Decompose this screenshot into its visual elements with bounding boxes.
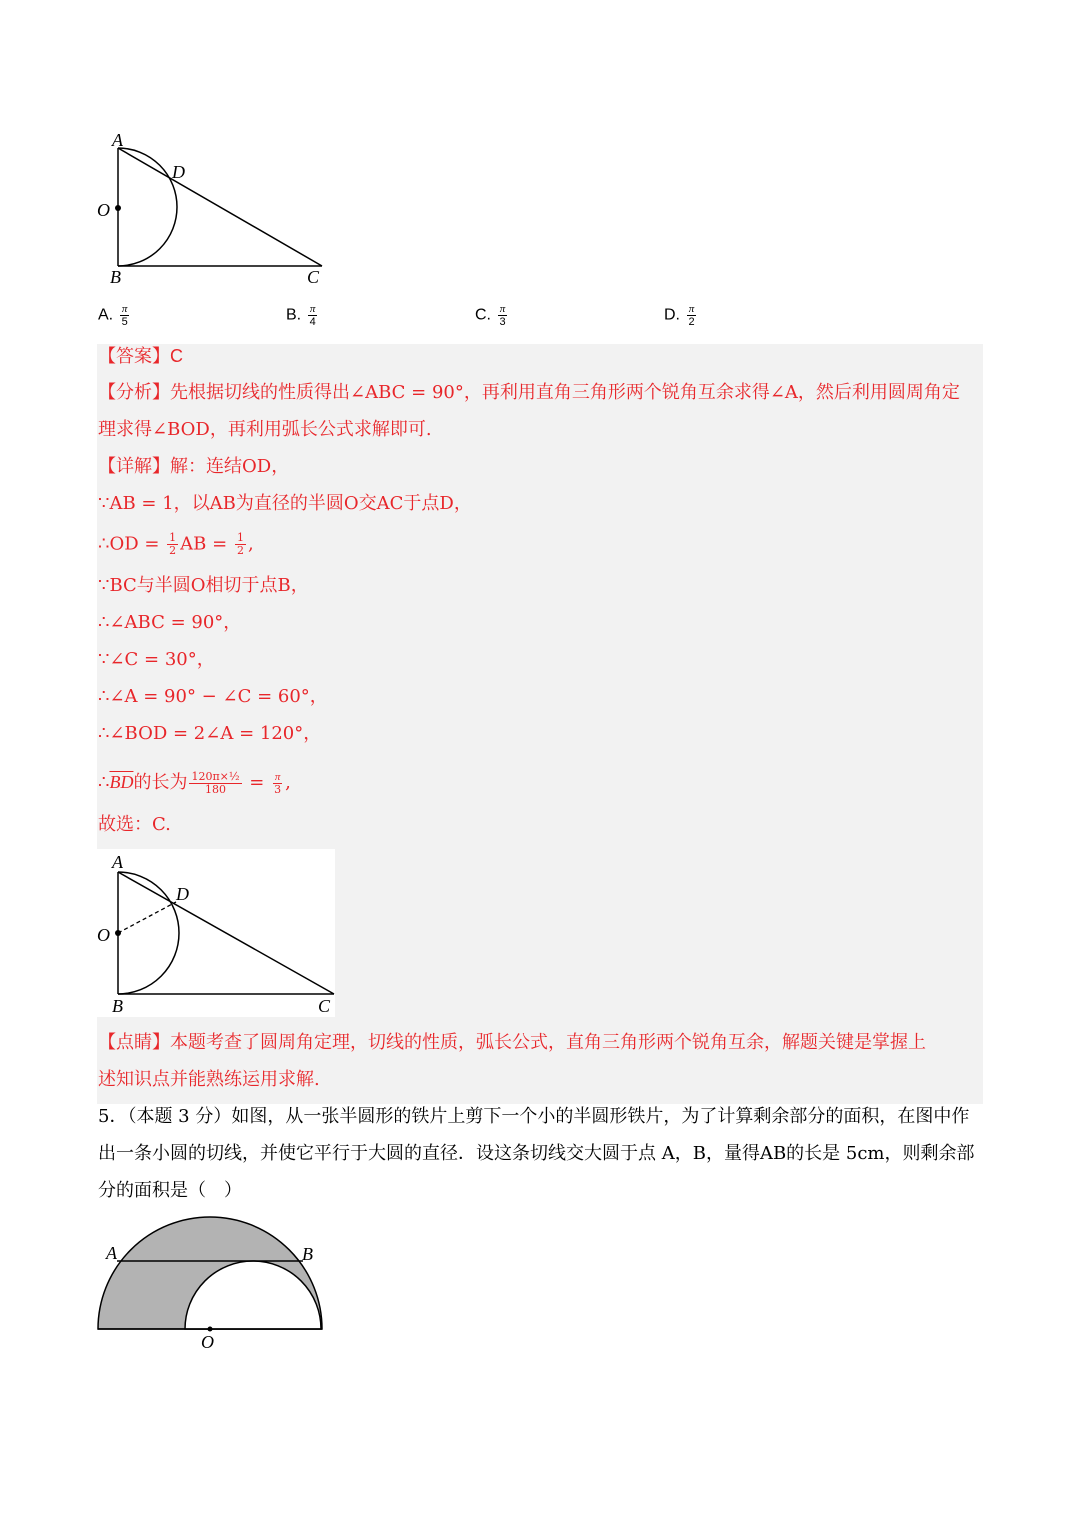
- arc-bd: $\overline{BD}$: [109, 772, 134, 792]
- detail-line-1: ∵AB = 1，以AB为直径的半圆O交AC于点D，: [98, 493, 472, 514]
- figure-3-semicircles: [90, 1210, 335, 1355]
- fig1-label-a: A: [112, 130, 123, 150]
- fig3-label-b: B: [302, 1244, 313, 1264]
- figure-1-semicircle-triangle: [90, 128, 340, 288]
- fig1-label-c: C: [307, 267, 320, 287]
- detail-line-2: ∴OD = $\frac{1}{2}$ AB = $\frac{1}{2}$ ,: [98, 531, 254, 557]
- comment-line-2: 述知识点并能熟练运用求解.: [98, 1069, 320, 1090]
- detail-line-9: 故选：C.: [98, 814, 171, 835]
- fig2-label-b: B: [112, 996, 123, 1016]
- option-c[interactable]: C. $\frac{\pi}{3}$: [475, 303, 506, 328]
- detail-line-0: 【详解】解：连结OD，: [98, 456, 290, 477]
- option-b[interactable]: B. $\frac{\pi}{4}$: [286, 303, 316, 328]
- option-d[interactable]: D. $\frac{\pi}{2}$: [664, 303, 695, 328]
- fig2-label-c: C: [318, 996, 331, 1016]
- detail-line-8: $\therefore\overline{BD}$的长为 $\frac{\text{120π×½}}{180}$ = $\frac{\pi}{3}$ ,: [98, 769, 291, 796]
- fig1-label-d: D: [172, 162, 185, 182]
- fig3-label-o: O: [201, 1332, 214, 1352]
- detail-line-4: ∴∠ABC = 90°，: [98, 612, 242, 633]
- figure-2-semicircle-triangle: [90, 850, 340, 1018]
- fig3-label-a: A: [106, 1243, 117, 1263]
- detail-line-5: ∵∠C = 30°，: [98, 649, 215, 670]
- fig1-label-b: B: [110, 267, 121, 287]
- detail-line-7: ∴∠BOD = 2∠A = 120°，: [98, 723, 322, 744]
- detail-line-6: ∴∠A = 90° − ∠C = 60°，: [98, 686, 328, 707]
- fig2-label-o: O: [97, 925, 110, 945]
- fig2-label-a: A: [112, 852, 123, 872]
- fig1-label-o: O: [97, 200, 110, 220]
- comment-line-1: 【点睛】本题考查了圆周角定理，切线的性质，弧长公式，直角三角形两个锐角互余，解题关键是掌握上: [98, 1032, 926, 1053]
- option-a[interactable]: A. $\frac{\pi}{5}$: [98, 303, 128, 328]
- analysis-line-1: 【分析】先根据切线的性质得出∠ABC = 90°，再利用直角三角形两个锐角互余求得∠A，然后利用圆周角定: [98, 382, 960, 403]
- answer-line: 【答案】C: [98, 346, 183, 367]
- analysis-line-2: 理求得∠BOD，再利用弧长公式求解即可.: [98, 419, 432, 440]
- fig2-label-d: D: [176, 884, 189, 904]
- question-5-text: 5．（本题 3 分）如图，从一张半圆形的铁片上剪下一个小的半圆形铁片，为了计算剩余部分的面积，在图中作出一条小圆的切线，并使它平行于大圆的直径．设这条切线交大圆于点 A，B，量得AB的长是 5cm，则剩余部分的面积是（ ）: [98, 1106, 975, 1201]
- detail-line-3: ∵BC与半圆O相切于点B，: [98, 575, 309, 596]
